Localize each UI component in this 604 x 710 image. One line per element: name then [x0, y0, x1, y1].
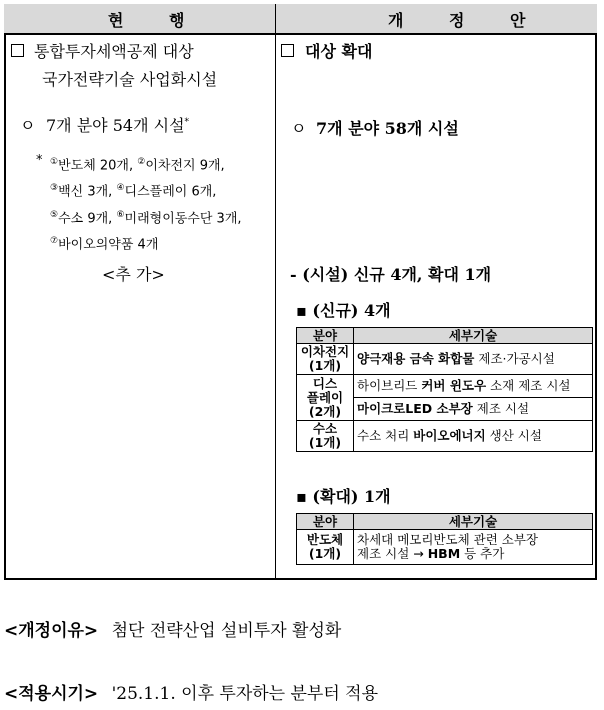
note-num: ④ [116, 183, 125, 194]
table-cell-category [297, 421, 354, 452]
left-title-line2: 국가전략기술 사업화시설 [42, 70, 218, 89]
note-text: 바이오의약품 4개 [58, 237, 159, 253]
detail-text: 제조 시설 → [357, 546, 428, 561]
cat-line: (1개) [308, 358, 342, 373]
note-list [50, 151, 242, 256]
timing-text: '25.1.1. 이후 투자하는 분부터 적용 [111, 684, 378, 704]
detail-bold: 커버 윈도우 [421, 378, 487, 393]
header-proposal: 개 정 안 [388, 11, 546, 30]
note-line-2 [50, 177, 242, 203]
note-num: ⑤ [50, 209, 59, 220]
detail-text: 하이브리드 [357, 378, 422, 393]
detail-text: 제조·가공시설 [474, 351, 555, 366]
col-header-field: 분야 [297, 328, 354, 344]
detail-bold: 바이오에너지 [413, 428, 486, 443]
table-cell-detail [354, 530, 593, 565]
detail-text: 생산 시설 [485, 428, 542, 443]
right-dash-line: - (시설) 신규 4개, 확대 1개 [290, 265, 492, 284]
note-text: 미래형이동수단 3개, [124, 210, 242, 226]
new-heading: ▪ (신규) 4개 [296, 301, 391, 320]
note-num: ③ [50, 183, 59, 194]
detail-line-2 [357, 547, 589, 561]
new-facilities-table [296, 327, 593, 452]
reason-row [4, 616, 341, 641]
note-num: ① [50, 157, 59, 167]
note-num: ② [137, 157, 146, 167]
detail-text: 소재 제조 시설 [486, 378, 571, 393]
table-cell-detail [354, 398, 593, 421]
detail-text: 제조 시설 [472, 401, 530, 416]
cat-line: 이차전지 [300, 344, 350, 359]
cat-line: 디스 [312, 375, 338, 391]
table-row [297, 344, 593, 375]
note-line-3 [50, 204, 242, 230]
checkbox-square-icon [281, 44, 294, 57]
cat-line: (1개) [308, 435, 342, 450]
timing-row [4, 679, 378, 704]
note-line-1 [50, 151, 242, 177]
checkbox-square-icon [11, 44, 24, 57]
cat-line: 반도체 [306, 532, 344, 547]
right-bullet-mark: ㅇ [291, 119, 307, 138]
detail-bold: 마이크로LED 소부장 [357, 401, 473, 416]
note-line-4 [50, 230, 242, 256]
cat-line: 수소 [312, 421, 338, 436]
left-bullet-sup: * [184, 117, 190, 128]
detail-text: 등 추가 [460, 546, 505, 561]
reason-text: 첨단 전략산업 설비투자 활성화 [111, 621, 342, 641]
table-cell-category [297, 375, 354, 421]
note-text: 반도체 20개, [58, 158, 134, 174]
note-text: 수소 9개, [58, 210, 113, 226]
table-header [297, 514, 593, 530]
expand-heading: ▪ (확대) 1개 [296, 487, 391, 506]
table-cell-detail [354, 375, 593, 398]
col-header-field: 분야 [297, 514, 354, 530]
reason-label: <개정이유> [4, 621, 99, 641]
left-bullet-text: 7개 분야 54개 시설 [46, 116, 185, 135]
header-current: 현 행 [108, 11, 205, 30]
left-added-label: <추 가> [102, 265, 165, 284]
left-bullet-line [46, 113, 189, 136]
note-num: ⑥ [116, 209, 125, 220]
note-star: * [36, 153, 43, 168]
col-header-detail: 세부기술 [354, 328, 593, 344]
left-bullet-mark: ㅇ [20, 116, 36, 135]
right-bullet-text: 7개 분야 58개 시설 [316, 119, 459, 138]
table-row [297, 421, 593, 452]
timing-label: <적용시기> [4, 684, 99, 704]
left-title-line1: 통합투자세액공제 대상 [34, 42, 194, 61]
cat-line: (1개) [308, 546, 342, 561]
detail-bold: HBM [427, 546, 461, 561]
note-text: 이차전지 9개, [145, 158, 225, 174]
note-num: ⑦ [50, 235, 59, 246]
table-row [297, 530, 593, 565]
detail-text: 차세대 메모리반도체 관련 소부장 [357, 532, 538, 547]
note-text: 백신 3개, [58, 184, 113, 200]
cat-line: (2개) [308, 403, 342, 419]
table-header [297, 328, 593, 344]
column-divider [275, 4, 276, 580]
table-cell-category [297, 530, 354, 565]
expanded-facilities-table [296, 513, 593, 565]
table-cell-detail [354, 421, 593, 452]
detail-text: 수소 처리 [357, 428, 414, 443]
table-cell-detail [354, 344, 593, 375]
cat-line: 플레이 [306, 389, 344, 405]
table-cell-category [297, 344, 354, 375]
detail-bold: 양극재용 금속 화합물 [357, 351, 475, 366]
table-row [297, 375, 593, 398]
right-title: 대상 확대 [305, 42, 373, 61]
note-text: 디스플레이 6개, [124, 184, 217, 200]
col-header-detail: 세부기술 [354, 514, 593, 530]
